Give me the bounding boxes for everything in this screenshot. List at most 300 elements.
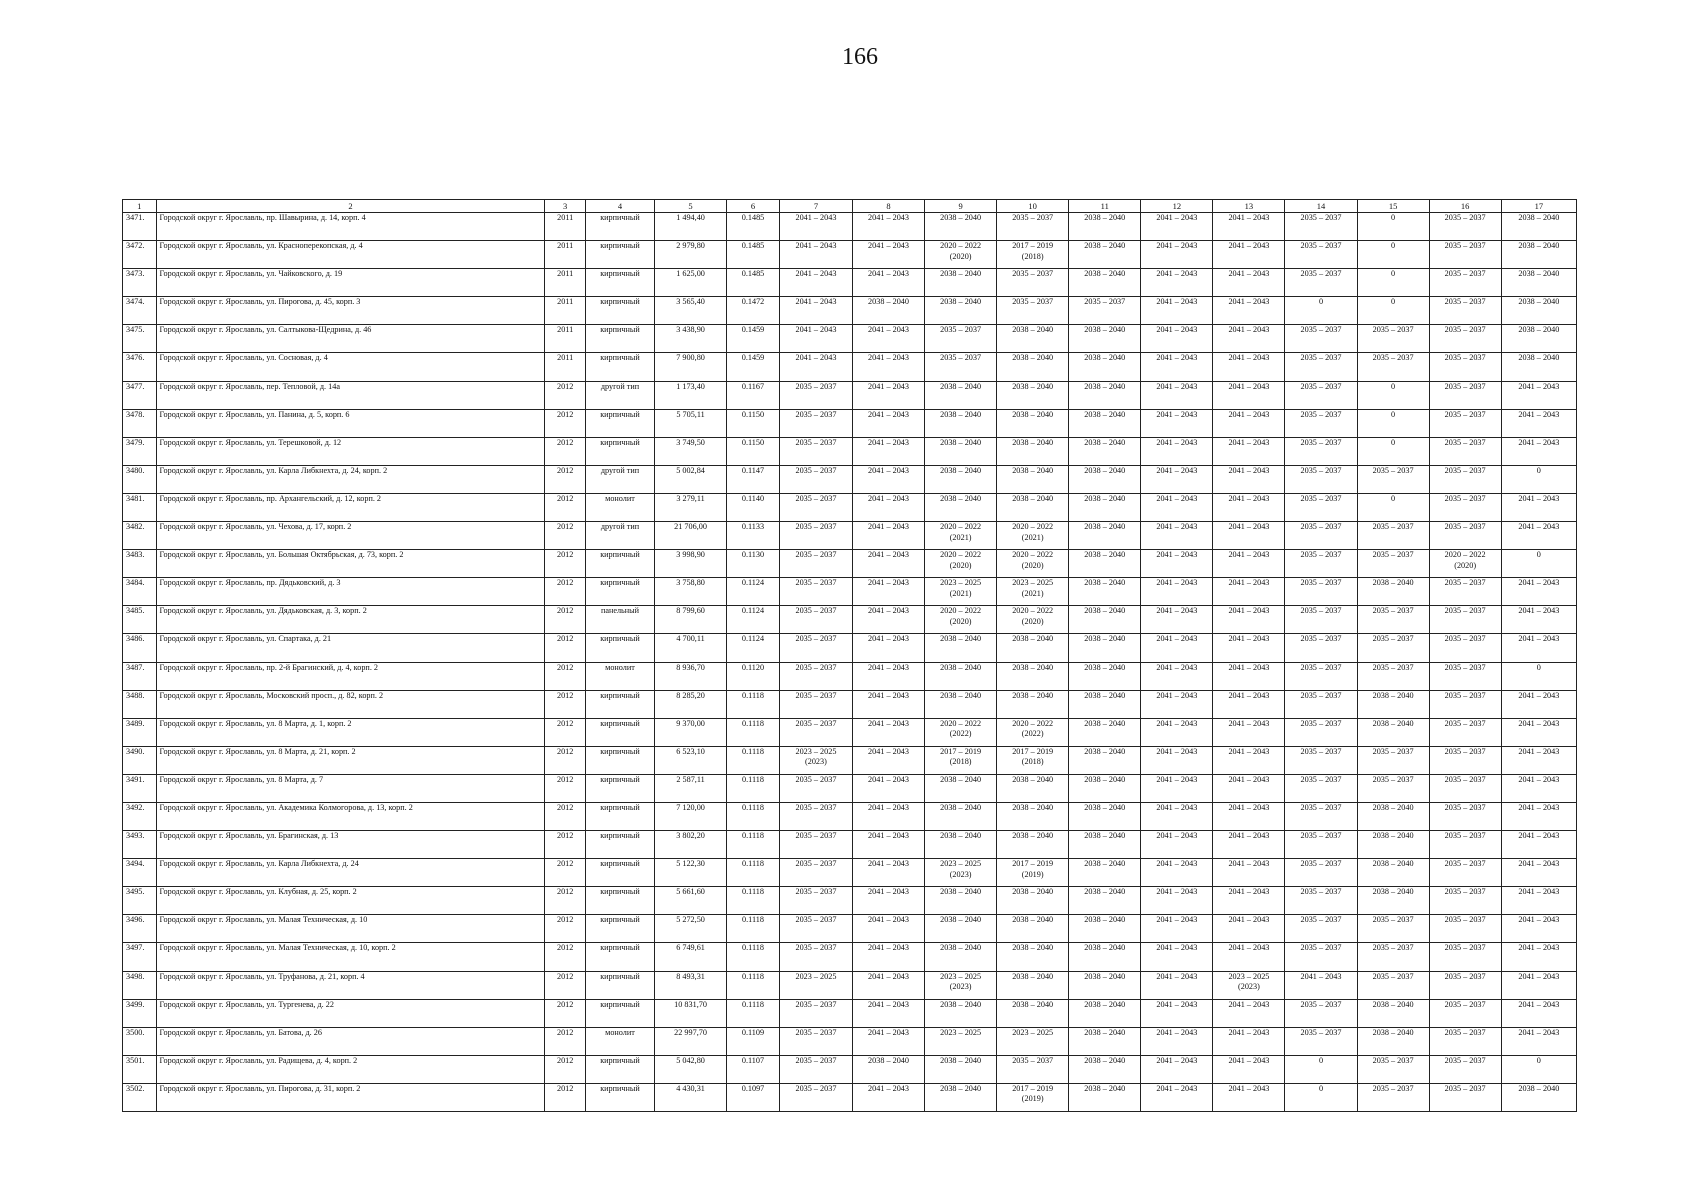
table-cell: 2038 – 2040 bbox=[1501, 325, 1576, 353]
table-cell: 2012 bbox=[545, 746, 586, 774]
table-cell: 2035 – 2037 bbox=[997, 1055, 1069, 1083]
table-row bbox=[123, 578, 1577, 606]
table-cell: 2012 bbox=[545, 437, 586, 465]
table-cell: 2012 bbox=[545, 859, 586, 887]
table-cell: 0.1150 bbox=[727, 409, 780, 437]
table-cell: 2035 – 2037 bbox=[779, 915, 852, 943]
table-cell: 0 bbox=[1357, 269, 1429, 297]
table-cell: 2041 – 2043 bbox=[1213, 802, 1285, 830]
table-cell: 0 bbox=[1357, 213, 1429, 241]
table-cell: 2035 – 2037 bbox=[1429, 353, 1501, 381]
table-cell: 2038 – 2040 bbox=[925, 802, 997, 830]
table-cell: 2041 – 2043 bbox=[1141, 831, 1213, 859]
table-cell: 2035 – 2037 bbox=[1285, 915, 1357, 943]
table-cell: 0.1118 bbox=[727, 746, 780, 774]
table-cell: 2023 – 2025 bbox=[925, 1027, 997, 1055]
table-cell: 2011 bbox=[545, 213, 586, 241]
table-cell: 2035 – 2037 bbox=[1357, 353, 1429, 381]
table-cell: 2035 – 2037 bbox=[1285, 634, 1357, 662]
table-cell: 2038 – 2040 bbox=[1069, 887, 1141, 915]
table-cell: 2020 – 2022 (2020) bbox=[997, 606, 1069, 634]
table-cell: 2012 bbox=[545, 409, 586, 437]
column-header: 3 bbox=[545, 200, 586, 213]
table-cell: 2038 – 2040 bbox=[1069, 690, 1141, 718]
table-cell: 2038 – 2040 bbox=[997, 493, 1069, 521]
table-cell: 2035 – 2037 bbox=[779, 550, 852, 578]
table-cell: кирпичный bbox=[585, 241, 654, 269]
table-cell: Городской округ г. Ярославль, ул. Чехова, д. 17, корп. 2 bbox=[156, 522, 545, 550]
table-cell: Городской округ г. Ярославль, пер. Тепловой, д. 14а bbox=[156, 381, 545, 409]
table-cell: 0.1459 bbox=[727, 325, 780, 353]
table-cell: 2035 – 2037 bbox=[1429, 690, 1501, 718]
table-cell: 0.1485 bbox=[727, 213, 780, 241]
table-cell: 2035 – 2037 bbox=[1429, 831, 1501, 859]
table-cell: 2012 bbox=[545, 887, 586, 915]
table-cell: 2041 – 2043 bbox=[1213, 578, 1285, 606]
table-cell: 2035 – 2037 bbox=[1357, 550, 1429, 578]
table-cell: 2038 – 2040 bbox=[925, 999, 997, 1027]
table-row bbox=[123, 1055, 1577, 1083]
table-cell: 2035 – 2037 bbox=[1429, 1055, 1501, 1083]
table-cell: 2035 – 2037 bbox=[925, 325, 997, 353]
table-cell: 0.1118 bbox=[727, 802, 780, 830]
table-cell: 2035 – 2037 bbox=[779, 493, 852, 521]
table-cell: 2041 – 2043 bbox=[1141, 1083, 1213, 1111]
table-cell: 2041 – 2043 bbox=[1213, 213, 1285, 241]
table-cell: 2041 – 2043 bbox=[1285, 971, 1357, 999]
table-cell: 2035 – 2037 bbox=[1429, 971, 1501, 999]
column-header: 7 bbox=[779, 200, 852, 213]
table-cell: 2041 – 2043 bbox=[1141, 887, 1213, 915]
table-cell: 0 bbox=[1501, 1055, 1576, 1083]
table-cell: 3 802,20 bbox=[655, 831, 727, 859]
table-cell: 2035 – 2037 bbox=[1429, 241, 1501, 269]
table-cell: 2035 – 2037 bbox=[1285, 859, 1357, 887]
column-header: 14 bbox=[1285, 200, 1357, 213]
column-header: 17 bbox=[1501, 200, 1576, 213]
table-cell: 2041 – 2043 bbox=[1141, 943, 1213, 971]
table-cell: 2020 – 2022 (2021) bbox=[925, 522, 997, 550]
table-cell: 2035 – 2037 bbox=[1429, 522, 1501, 550]
table-cell: 2041 – 2043 bbox=[1213, 774, 1285, 802]
table-cell: 2041 – 2043 bbox=[1213, 887, 1285, 915]
table-cell: 2038 – 2040 bbox=[1069, 999, 1141, 1027]
table-cell: 2038 – 2040 bbox=[1069, 943, 1141, 971]
table-cell: 3474. bbox=[123, 297, 157, 325]
table-cell: 2041 – 2043 bbox=[1141, 802, 1213, 830]
table-cell: 2023 – 2025 (2021) bbox=[997, 578, 1069, 606]
table-cell: 2038 – 2040 bbox=[1501, 1083, 1576, 1111]
table-cell: 2041 – 2043 bbox=[1141, 550, 1213, 578]
table-cell: 2041 – 2043 bbox=[1213, 1027, 1285, 1055]
table-cell: 0.1485 bbox=[727, 269, 780, 297]
table-row bbox=[123, 774, 1577, 802]
table-cell: 0 bbox=[1501, 550, 1576, 578]
table-cell: 2011 bbox=[545, 269, 586, 297]
table-cell: 2038 – 2040 bbox=[1357, 578, 1429, 606]
table-cell: 2035 – 2037 bbox=[1357, 915, 1429, 943]
table-cell: 2041 – 2043 bbox=[852, 550, 924, 578]
table-cell: 2038 – 2040 bbox=[1069, 381, 1141, 409]
table-cell: 3477. bbox=[123, 381, 157, 409]
table-cell: 2011 bbox=[545, 297, 586, 325]
table-cell: 2035 – 2037 bbox=[1357, 606, 1429, 634]
table-row bbox=[123, 213, 1577, 241]
table-body bbox=[123, 213, 1577, 1112]
table-cell: 2041 – 2043 bbox=[852, 409, 924, 437]
column-header: 8 bbox=[852, 200, 924, 213]
table-cell: 2038 – 2040 bbox=[1069, 465, 1141, 493]
table-cell: 3476. bbox=[123, 353, 157, 381]
table-cell: 3494. bbox=[123, 859, 157, 887]
table-cell: Городской округ г. Ярославль, ул. Клубная, д. 25, корп. 2 bbox=[156, 887, 545, 915]
table-cell: 2041 – 2043 bbox=[779, 353, 852, 381]
table-cell: 2041 – 2043 bbox=[1501, 634, 1576, 662]
table-cell: 2041 – 2043 bbox=[852, 213, 924, 241]
table-cell: 2041 – 2043 bbox=[1141, 465, 1213, 493]
table-cell: 2020 – 2022 (2020) bbox=[925, 550, 997, 578]
table-cell: 2038 – 2040 bbox=[925, 213, 997, 241]
table-cell: 2020 – 2022 (2022) bbox=[997, 718, 1069, 746]
table-row bbox=[123, 662, 1577, 690]
table-cell: 3 749,50 bbox=[655, 437, 727, 465]
table-cell: 2041 – 2043 bbox=[852, 662, 924, 690]
table-cell: 2041 – 2043 bbox=[852, 465, 924, 493]
table-cell: 2035 – 2037 bbox=[1285, 606, 1357, 634]
table-cell: 2023 – 2025 (2023) bbox=[1213, 971, 1285, 999]
table-cell: 2038 – 2040 bbox=[1069, 437, 1141, 465]
table-cell: 2038 – 2040 bbox=[997, 353, 1069, 381]
table-cell: 5 042,80 bbox=[655, 1055, 727, 1083]
table-cell: 2035 – 2037 bbox=[1285, 1027, 1357, 1055]
table-cell: 3489. bbox=[123, 718, 157, 746]
table-cell: 2041 – 2043 bbox=[1213, 1083, 1285, 1111]
table-cell: 2038 – 2040 bbox=[1069, 915, 1141, 943]
table-cell: 2041 – 2043 bbox=[779, 269, 852, 297]
table-cell: 2035 – 2037 bbox=[1285, 381, 1357, 409]
table-cell: 2041 – 2043 bbox=[1213, 915, 1285, 943]
table-cell: 2038 – 2040 bbox=[1357, 802, 1429, 830]
table-cell: 2041 – 2043 bbox=[1141, 1055, 1213, 1083]
table-cell: 2012 bbox=[545, 1055, 586, 1083]
table-cell: 2041 – 2043 bbox=[852, 437, 924, 465]
table-cell: 2041 – 2043 bbox=[852, 718, 924, 746]
table-cell: 2023 – 2025 (2021) bbox=[925, 578, 997, 606]
table-cell: 2 979,80 bbox=[655, 241, 727, 269]
table-row bbox=[123, 1083, 1577, 1111]
table-row bbox=[123, 241, 1577, 269]
table-cell: 2012 bbox=[545, 718, 586, 746]
table-cell: 2035 – 2037 bbox=[997, 269, 1069, 297]
table-cell: 2012 bbox=[545, 550, 586, 578]
table-cell: 2038 – 2040 bbox=[1069, 1055, 1141, 1083]
table-cell: 2038 – 2040 bbox=[925, 887, 997, 915]
table-cell: 2038 – 2040 bbox=[1069, 522, 1141, 550]
table-cell: 3487. bbox=[123, 662, 157, 690]
table-cell: 2035 – 2037 bbox=[1429, 409, 1501, 437]
table-row bbox=[123, 746, 1577, 774]
table-cell: 2035 – 2037 bbox=[1357, 465, 1429, 493]
table-cell: 2035 – 2037 bbox=[1357, 971, 1429, 999]
table-cell: 3490. bbox=[123, 746, 157, 774]
table-cell: 3 438,90 bbox=[655, 325, 727, 353]
table-row bbox=[123, 381, 1577, 409]
table-cell: 3491. bbox=[123, 774, 157, 802]
table-cell: монолит bbox=[585, 493, 654, 521]
table-cell: 0.1109 bbox=[727, 1027, 780, 1055]
table-cell: 22 997,70 bbox=[655, 1027, 727, 1055]
table-cell: 2038 – 2040 bbox=[925, 269, 997, 297]
table-cell: Городской округ г. Ярославль, ул. Панина, д. 5, корп. 6 bbox=[156, 409, 545, 437]
table-cell: 2041 – 2043 bbox=[1141, 1027, 1213, 1055]
table-cell: 2035 – 2037 bbox=[1285, 831, 1357, 859]
table-cell: 2038 – 2040 bbox=[925, 465, 997, 493]
table-cell: кирпичный bbox=[585, 1083, 654, 1111]
table-cell: 2035 – 2037 bbox=[1357, 774, 1429, 802]
table-cell: 3502. bbox=[123, 1083, 157, 1111]
table-cell: 2041 – 2043 bbox=[1501, 690, 1576, 718]
table-cell: 2035 – 2037 bbox=[779, 943, 852, 971]
table-cell: 2041 – 2043 bbox=[852, 325, 924, 353]
table-cell: 2012 bbox=[545, 1083, 586, 1111]
table-cell: 2038 – 2040 bbox=[925, 831, 997, 859]
table-cell: 2038 – 2040 bbox=[925, 493, 997, 521]
table-cell: 2041 – 2043 bbox=[1501, 381, 1576, 409]
table-cell: 4 700,11 bbox=[655, 634, 727, 662]
table-row bbox=[123, 971, 1577, 999]
table-cell: 2035 – 2037 bbox=[1429, 297, 1501, 325]
table-cell: 2038 – 2040 bbox=[997, 887, 1069, 915]
table-cell: 2041 – 2043 bbox=[1501, 774, 1576, 802]
table-cell: 2035 – 2037 bbox=[779, 718, 852, 746]
table-cell: 2020 – 2022 (2020) bbox=[925, 606, 997, 634]
table-cell: 0 bbox=[1357, 297, 1429, 325]
table-cell: 0 bbox=[1285, 1055, 1357, 1083]
table-cell: кирпичный bbox=[585, 437, 654, 465]
table-cell: 0.1472 bbox=[727, 297, 780, 325]
table-cell: 2041 – 2043 bbox=[1213, 241, 1285, 269]
table-cell: 2017 – 2019 (2019) bbox=[997, 859, 1069, 887]
table-cell: 2041 – 2043 bbox=[852, 634, 924, 662]
table-cell: 0.1118 bbox=[727, 943, 780, 971]
table-cell: 2017 – 2019 (2018) bbox=[997, 746, 1069, 774]
table-cell: 2035 – 2037 bbox=[1429, 606, 1501, 634]
table-cell: 2035 – 2037 bbox=[1429, 465, 1501, 493]
table-cell: 2038 – 2040 bbox=[997, 999, 1069, 1027]
table-cell: 2041 – 2043 bbox=[852, 269, 924, 297]
table-cell: 0.1118 bbox=[727, 859, 780, 887]
table-row bbox=[123, 999, 1577, 1027]
column-header: 11 bbox=[1069, 200, 1141, 213]
table-cell: 2041 – 2043 bbox=[1141, 269, 1213, 297]
table-cell: 2038 – 2040 bbox=[1069, 718, 1141, 746]
table-cell: 2038 – 2040 bbox=[1357, 718, 1429, 746]
table-cell: 3493. bbox=[123, 831, 157, 859]
table-cell: 3478. bbox=[123, 409, 157, 437]
table-cell: 2041 – 2043 bbox=[852, 381, 924, 409]
table-cell: 2035 – 2037 bbox=[779, 859, 852, 887]
table-cell: Городской округ г. Ярославль, ул. Батова, д. 26 bbox=[156, 1027, 545, 1055]
table-row bbox=[123, 465, 1577, 493]
table-cell: 2038 – 2040 bbox=[925, 634, 997, 662]
table-cell: 2041 – 2043 bbox=[1141, 437, 1213, 465]
table-cell: 2012 bbox=[545, 915, 586, 943]
table-cell: 2041 – 2043 bbox=[852, 241, 924, 269]
column-header: 5 bbox=[655, 200, 727, 213]
table-cell: 2038 – 2040 bbox=[997, 915, 1069, 943]
table-header bbox=[123, 200, 1577, 213]
table-cell: 2035 – 2037 bbox=[1357, 746, 1429, 774]
table-cell: 2038 – 2040 bbox=[925, 1083, 997, 1111]
table-cell: 2035 – 2037 bbox=[997, 297, 1069, 325]
table-cell: кирпичный bbox=[585, 1055, 654, 1083]
table-cell: 0.1118 bbox=[727, 690, 780, 718]
table-cell: 2038 – 2040 bbox=[997, 943, 1069, 971]
table-cell: 0.1130 bbox=[727, 550, 780, 578]
table-cell: 2035 – 2037 bbox=[1285, 662, 1357, 690]
table-cell: 0.1150 bbox=[727, 437, 780, 465]
table-cell: 2035 – 2037 bbox=[779, 690, 852, 718]
table-cell: 0.1118 bbox=[727, 887, 780, 915]
column-header: 13 bbox=[1213, 200, 1285, 213]
table-cell: 2041 – 2043 bbox=[1501, 409, 1576, 437]
table-cell: другой тип bbox=[585, 381, 654, 409]
table-cell: 2035 – 2037 bbox=[779, 381, 852, 409]
table-cell: 9 370,00 bbox=[655, 718, 727, 746]
table-cell: 8 493,31 bbox=[655, 971, 727, 999]
table-cell: кирпичный bbox=[585, 578, 654, 606]
table-cell: 2035 – 2037 bbox=[779, 999, 852, 1027]
table-row bbox=[123, 606, 1577, 634]
table-row bbox=[123, 1027, 1577, 1055]
table-cell: Городской округ г. Ярославль, ул. Радищева, д. 4, корп. 2 bbox=[156, 1055, 545, 1083]
table-cell: Городской округ г. Ярославль, пр. Архангельский, д. 12, корп. 2 bbox=[156, 493, 545, 521]
table-cell: 0.1097 bbox=[727, 1083, 780, 1111]
table-cell: 0.1118 bbox=[727, 774, 780, 802]
table-cell: 2041 – 2043 bbox=[852, 971, 924, 999]
table-row bbox=[123, 297, 1577, 325]
table-cell: 5 705,11 bbox=[655, 409, 727, 437]
table-cell: кирпичный bbox=[585, 269, 654, 297]
table-cell: 2023 – 2025 (2023) bbox=[925, 971, 997, 999]
table-cell: 2035 – 2037 bbox=[925, 353, 997, 381]
table-cell: 2038 – 2040 bbox=[997, 409, 1069, 437]
table-cell: 2038 – 2040 bbox=[852, 297, 924, 325]
table-cell: 2041 – 2043 bbox=[852, 493, 924, 521]
table-row bbox=[123, 409, 1577, 437]
table-cell: 2035 – 2037 bbox=[1357, 634, 1429, 662]
table-cell: 2041 – 2043 bbox=[852, 606, 924, 634]
table-cell: 2041 – 2043 bbox=[852, 746, 924, 774]
table-cell: 2038 – 2040 bbox=[1501, 297, 1576, 325]
table-cell: 2038 – 2040 bbox=[1501, 213, 1576, 241]
table-cell: Городской округ г. Ярославль, ул. 8 Марта, д. 7 bbox=[156, 774, 545, 802]
table-cell: 2041 – 2043 bbox=[852, 915, 924, 943]
table-cell: 2020 – 2022 (2020) bbox=[1429, 550, 1501, 578]
table-cell: 2041 – 2043 bbox=[852, 887, 924, 915]
table-cell: 8 799,60 bbox=[655, 606, 727, 634]
table-cell: 3471. bbox=[123, 213, 157, 241]
table-row bbox=[123, 943, 1577, 971]
table-cell: 2035 – 2037 bbox=[1357, 1083, 1429, 1111]
table-cell: 4 430,31 bbox=[655, 1083, 727, 1111]
table-cell: 2041 – 2043 bbox=[1141, 634, 1213, 662]
table-cell: 2041 – 2043 bbox=[852, 831, 924, 859]
table-row bbox=[123, 831, 1577, 859]
table-cell: 2041 – 2043 bbox=[1213, 409, 1285, 437]
table-row bbox=[123, 493, 1577, 521]
table-cell: 0.1120 bbox=[727, 662, 780, 690]
table-cell: 2041 – 2043 bbox=[1141, 241, 1213, 269]
table-cell: 2038 – 2040 bbox=[997, 465, 1069, 493]
table-cell: 2038 – 2040 bbox=[997, 774, 1069, 802]
table-cell: 0 bbox=[1357, 241, 1429, 269]
table-cell: 2020 – 2022 (2021) bbox=[997, 522, 1069, 550]
table-cell: 2038 – 2040 bbox=[997, 634, 1069, 662]
table-cell: 2011 bbox=[545, 325, 586, 353]
table-cell: 0.1124 bbox=[727, 634, 780, 662]
table-cell: 3500. bbox=[123, 1027, 157, 1055]
table-cell: 2038 – 2040 bbox=[925, 943, 997, 971]
table-cell: кирпичный bbox=[585, 831, 654, 859]
table-cell: 0.1118 bbox=[727, 971, 780, 999]
table-cell: 2035 – 2037 bbox=[779, 662, 852, 690]
table-cell: 2041 – 2043 bbox=[1141, 325, 1213, 353]
table-cell: 2035 – 2037 bbox=[779, 1083, 852, 1111]
table-cell: 1 173,40 bbox=[655, 381, 727, 409]
table-cell: 2041 – 2043 bbox=[1213, 550, 1285, 578]
table-cell: 2038 – 2040 bbox=[1069, 831, 1141, 859]
table-cell: другой тип bbox=[585, 522, 654, 550]
table-cell: 2035 – 2037 bbox=[1429, 634, 1501, 662]
table-cell: 2035 – 2037 bbox=[1285, 522, 1357, 550]
table-cell: монолит bbox=[585, 662, 654, 690]
table-cell: Городской округ г. Ярославль, ул. Труфанова, д. 21, корп. 4 bbox=[156, 971, 545, 999]
table-cell: 2041 – 2043 bbox=[1141, 774, 1213, 802]
table-cell: 2035 – 2037 bbox=[1357, 522, 1429, 550]
table-cell: 2041 – 2043 bbox=[1501, 915, 1576, 943]
table-cell: 2035 – 2037 bbox=[1357, 943, 1429, 971]
table-cell: 0.1124 bbox=[727, 606, 780, 634]
table-cell: 0.1167 bbox=[727, 381, 780, 409]
table-cell: 2023 – 2025 bbox=[997, 1027, 1069, 1055]
table-row bbox=[123, 718, 1577, 746]
table-cell: кирпичный bbox=[585, 690, 654, 718]
table-cell: 2038 – 2040 bbox=[1069, 662, 1141, 690]
housing-register-table bbox=[122, 199, 1577, 1112]
table-cell: Городской округ г. Ярославль, ул. Салтыкова-Щедрина, д. 46 bbox=[156, 325, 545, 353]
table-cell: 2017 – 2019 (2018) bbox=[925, 746, 997, 774]
table-cell: 0 bbox=[1501, 662, 1576, 690]
table-cell: 2038 – 2040 bbox=[1069, 1083, 1141, 1111]
table-cell: 2035 – 2037 bbox=[1429, 718, 1501, 746]
table-cell: 2038 – 2040 bbox=[1069, 746, 1141, 774]
table-cell: 2035 – 2037 bbox=[1357, 325, 1429, 353]
table-cell: 2035 – 2037 bbox=[1285, 718, 1357, 746]
table-cell: кирпичный bbox=[585, 297, 654, 325]
table-cell: 2035 – 2037 bbox=[1285, 269, 1357, 297]
table-cell: 2035 – 2037 bbox=[779, 522, 852, 550]
table-cell: 2 587,11 bbox=[655, 774, 727, 802]
table-cell: 2035 – 2037 bbox=[1429, 999, 1501, 1027]
table-cell: 2041 – 2043 bbox=[1501, 493, 1576, 521]
table-cell: 2035 – 2037 bbox=[1285, 999, 1357, 1027]
table-cell: 2038 – 2040 bbox=[1069, 859, 1141, 887]
column-header: 16 bbox=[1429, 200, 1501, 213]
table-cell: 2041 – 2043 bbox=[1213, 859, 1285, 887]
table-cell: 2035 – 2037 bbox=[1429, 493, 1501, 521]
table-row bbox=[123, 325, 1577, 353]
